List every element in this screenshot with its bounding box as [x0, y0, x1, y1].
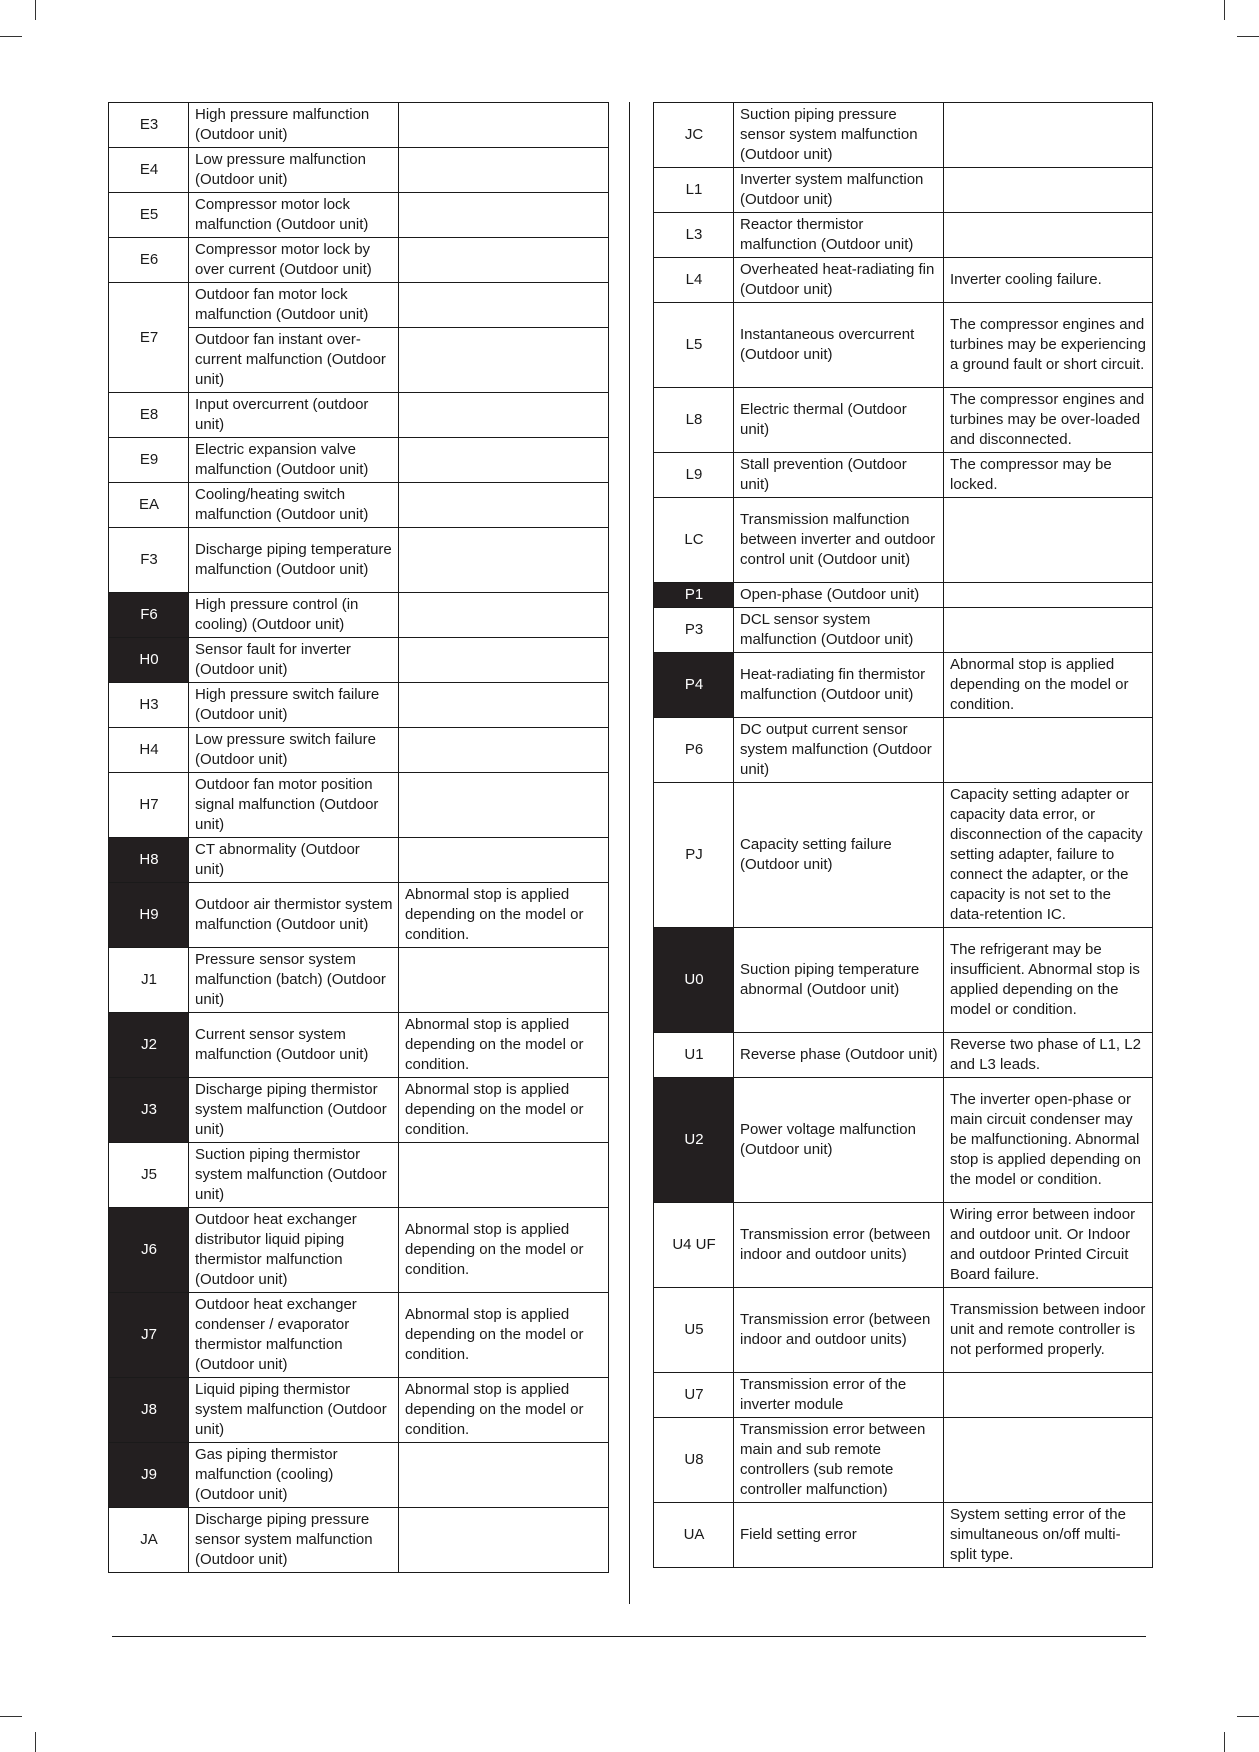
error-description: Transmission error of the inverter module — [734, 1373, 944, 1418]
error-code-table-left — [108, 102, 609, 1573]
error-description: Discharge piping pressure sensor system malfunction (Outdoor unit) — [189, 1508, 399, 1573]
error-code: F3 — [109, 528, 189, 593]
error-code: L8 — [654, 388, 734, 453]
error-remarks — [944, 608, 1153, 653]
table-row — [109, 283, 609, 328]
error-description: Transmission error (between indoor and outdoor units) — [734, 1203, 944, 1288]
error-remarks — [399, 683, 609, 728]
error-description: Low pressure switch failure (Outdoor unit) — [189, 728, 399, 773]
table-row — [109, 728, 609, 773]
error-code: F6 — [109, 593, 189, 638]
table-row — [109, 1013, 609, 1078]
table-row — [654, 718, 1153, 783]
crop-mark — [35, 0, 36, 20]
table-row — [109, 238, 609, 283]
error-description: Outdoor heat exchanger distributor liquid piping thermistor malfunction (Outdoor unit) — [189, 1208, 399, 1293]
error-description: Outdoor air thermistor system malfunction (Outdoor unit) — [189, 883, 399, 948]
error-code: P6 — [654, 718, 734, 783]
error-description: Reactor thermistor malfunction (Outdoor unit) — [734, 213, 944, 258]
error-code: L3 — [654, 213, 734, 258]
error-description: Outdoor fan motor lock malfunction (Outdoor unit) — [189, 283, 399, 328]
error-description: High pressure control (in cooling) (Outdoor unit) — [189, 593, 399, 638]
crop-mark — [1237, 1716, 1259, 1717]
error-remarks — [944, 1373, 1153, 1418]
error-code: L1 — [654, 168, 734, 213]
error-remarks — [399, 1508, 609, 1573]
error-remarks — [399, 773, 609, 838]
table-row — [109, 638, 609, 683]
error-code: PJ — [654, 783, 734, 928]
error-description: Open-phase (Outdoor unit) — [734, 583, 944, 608]
error-code: JA — [109, 1508, 189, 1573]
table-row — [654, 783, 1153, 928]
error-code: J3 — [109, 1078, 189, 1143]
error-code: P1 — [654, 583, 734, 608]
error-description: Suction piping thermistor system malfunction (Outdoor unit) — [189, 1143, 399, 1208]
error-remarks — [944, 1418, 1153, 1503]
error-remarks — [944, 718, 1153, 783]
error-remarks: Reverse two phase of L1, L2 and L3 leads. — [944, 1033, 1153, 1078]
error-remarks: The compressor may be locked. — [944, 453, 1153, 498]
error-code: JC — [654, 103, 734, 168]
error-remarks — [399, 1143, 609, 1208]
error-remarks — [399, 193, 609, 238]
error-description: Overheated heat-radiating fin (Outdoor unit) — [734, 258, 944, 303]
error-remarks — [399, 948, 609, 1013]
error-remarks: Abnormal stop is applied depending on the model or condition. — [399, 883, 609, 948]
error-code: J7 — [109, 1293, 189, 1378]
table-row — [109, 1208, 609, 1293]
error-remarks — [944, 213, 1153, 258]
column-divider — [629, 102, 630, 1604]
error-remarks: Abnormal stop is applied depending on the model or condition. — [399, 1013, 609, 1078]
error-remarks: The compressor engines and turbines may be experiencing a ground fault or short circuit. — [944, 303, 1153, 388]
error-description: Transmission malfunction between inverter and outdoor control unit (Outdoor unit) — [734, 498, 944, 583]
table-row — [654, 583, 1153, 608]
error-description: Heat-radiating fin thermistor malfunction (Outdoor unit) — [734, 653, 944, 718]
crop-mark — [1224, 1732, 1225, 1752]
error-code: U8 — [654, 1418, 734, 1503]
error-remarks: System setting error of the simultaneous on/off multi-split type. — [944, 1503, 1153, 1568]
error-remarks — [399, 528, 609, 593]
error-description: CT abnormality (Outdoor unit) — [189, 838, 399, 883]
table-row — [654, 653, 1153, 718]
error-description: Outdoor fan motor position signal malfunction (Outdoor unit) — [189, 773, 399, 838]
table-row — [654, 1503, 1153, 1568]
error-code: E9 — [109, 438, 189, 483]
error-code: E7 — [109, 283, 189, 393]
table-row — [654, 1418, 1153, 1503]
table-row — [109, 838, 609, 883]
error-remarks: Wiring error between indoor and outdoor unit. Or Indoor and outdoor Printed Circuit Board failure. — [944, 1203, 1153, 1288]
table-row — [109, 1293, 609, 1378]
error-description: Discharge piping temperature malfunction (Outdoor unit) — [189, 528, 399, 593]
error-code: J6 — [109, 1208, 189, 1293]
error-code: H3 — [109, 683, 189, 728]
error-code: L5 — [654, 303, 734, 388]
table-row — [109, 593, 609, 638]
crop-mark — [1237, 36, 1259, 37]
table-row — [654, 1033, 1153, 1078]
error-description: Transmission error (between indoor and outdoor units) — [734, 1288, 944, 1373]
error-code: H9 — [109, 883, 189, 948]
error-description: DC output current sensor system malfunction (Outdoor unit) — [734, 718, 944, 783]
error-code: EA — [109, 483, 189, 528]
error-code: J2 — [109, 1013, 189, 1078]
table-row — [109, 773, 609, 838]
error-remarks: The compressor engines and turbines may be over-loaded and disconnected. — [944, 388, 1153, 453]
error-code: U4 UF — [654, 1203, 734, 1288]
error-code: H4 — [109, 728, 189, 773]
error-code: E4 — [109, 148, 189, 193]
table-row — [109, 1378, 609, 1443]
error-description: Discharge piping thermistor system malfunction (Outdoor unit) — [189, 1078, 399, 1143]
error-remarks: Abnormal stop is applied depending on the model or condition. — [399, 1208, 609, 1293]
error-description: Gas piping thermistor malfunction (cooling) (Outdoor unit) — [189, 1443, 399, 1508]
table-row — [109, 103, 609, 148]
table-row — [654, 1288, 1153, 1373]
error-code: J9 — [109, 1443, 189, 1508]
error-remarks: Abnormal stop is applied depending on the model or condition. — [399, 1378, 609, 1443]
table-row — [654, 1373, 1153, 1418]
error-code: L4 — [654, 258, 734, 303]
error-remarks — [399, 1443, 609, 1508]
table-row — [654, 453, 1153, 498]
error-remarks — [399, 728, 609, 773]
error-description: Sensor fault for inverter (Outdoor unit) — [189, 638, 399, 683]
error-code: U7 — [654, 1373, 734, 1418]
error-code: J1 — [109, 948, 189, 1013]
error-description: Compressor motor lock malfunction (Outdoor unit) — [189, 193, 399, 238]
error-description: Power voltage malfunction (Outdoor unit) — [734, 1078, 944, 1203]
error-code-table-right — [653, 102, 1153, 1568]
error-code: L9 — [654, 453, 734, 498]
table-row — [109, 193, 609, 238]
crop-mark — [35, 1732, 36, 1752]
error-remarks: Capacity setting adapter or capacity data error, or disconnection of the capacity setting adapter, failure to connect the adapter, or the capacity is not set to the data-retention IC. — [944, 783, 1153, 928]
error-remarks — [399, 838, 609, 883]
error-description: Suction piping temperature abnormal (Outdoor unit) — [734, 928, 944, 1033]
error-code: P3 — [654, 608, 734, 653]
table-row — [109, 1508, 609, 1573]
error-code: H0 — [109, 638, 189, 683]
error-remarks — [944, 583, 1153, 608]
error-code: H8 — [109, 838, 189, 883]
error-code: E3 — [109, 103, 189, 148]
table-row — [654, 388, 1153, 453]
error-description: Instantaneous overcurrent (Outdoor unit) — [734, 303, 944, 388]
error-remarks: The inverter open-phase or main circuit condenser may be malfunctioning. Abnormal stop is applied depending on the model or condition. — [944, 1078, 1153, 1203]
table-row — [654, 103, 1153, 168]
table-row — [109, 1143, 609, 1208]
error-description: Suction piping pressure sensor system malfunction (Outdoor unit) — [734, 103, 944, 168]
error-code: E5 — [109, 193, 189, 238]
error-remarks — [399, 283, 609, 328]
error-remarks — [399, 148, 609, 193]
error-description: Inverter system malfunction (Outdoor unit) — [734, 168, 944, 213]
error-code: U0 — [654, 928, 734, 1033]
table-row — [654, 258, 1153, 303]
error-description: Electric thermal (Outdoor unit) — [734, 388, 944, 453]
error-remarks: Inverter cooling failure. — [944, 258, 1153, 303]
error-code: UA — [654, 1503, 734, 1568]
error-remarks — [399, 438, 609, 483]
error-description: High pressure malfunction (Outdoor unit) — [189, 103, 399, 148]
table-row — [654, 213, 1153, 258]
error-remarks — [944, 168, 1153, 213]
error-remarks — [399, 483, 609, 528]
table-row — [109, 1443, 609, 1508]
table-row — [109, 683, 609, 728]
crop-mark — [0, 1716, 22, 1717]
error-code: J8 — [109, 1378, 189, 1443]
error-code: E8 — [109, 393, 189, 438]
error-description: Reverse phase (Outdoor unit) — [734, 1033, 944, 1078]
table-row — [654, 168, 1153, 213]
error-remarks: Transmission between indoor unit and remote controller is not performed properly. — [944, 1288, 1153, 1373]
error-description: Outdoor heat exchanger condenser / evaporator thermistor malfunction (Outdoor unit) — [189, 1293, 399, 1378]
error-description: Current sensor system malfunction (Outdoor unit) — [189, 1013, 399, 1078]
error-code: U5 — [654, 1288, 734, 1373]
error-description: High pressure switch failure (Outdoor unit) — [189, 683, 399, 728]
table-row — [109, 883, 609, 948]
error-description: DCL sensor system malfunction (Outdoor unit) — [734, 608, 944, 653]
error-description: Electric expansion valve malfunction (Outdoor unit) — [189, 438, 399, 483]
table-row — [109, 528, 609, 593]
error-remarks — [944, 103, 1153, 168]
error-remarks: Abnormal stop is applied depending on the model or condition. — [399, 1078, 609, 1143]
table-row — [109, 948, 609, 1013]
error-remarks: Abnormal stop is applied depending on the model or condition. — [944, 653, 1153, 718]
error-remarks: Abnormal stop is applied depending on the model or condition. — [399, 1293, 609, 1378]
error-description: Cooling/heating switch malfunction (Outdoor unit) — [189, 483, 399, 528]
error-code: U2 — [654, 1078, 734, 1203]
error-remarks — [399, 328, 609, 393]
error-description: Stall prevention (Outdoor unit) — [734, 453, 944, 498]
table-row — [109, 438, 609, 483]
table-row — [654, 928, 1153, 1033]
error-code: U1 — [654, 1033, 734, 1078]
error-description: Liquid piping thermistor system malfunction (Outdoor unit) — [189, 1378, 399, 1443]
table-row — [109, 483, 609, 528]
error-description: Outdoor fan instant over-current malfunction (Outdoor unit) — [189, 328, 399, 393]
error-remarks — [944, 498, 1153, 583]
error-code: E6 — [109, 238, 189, 283]
error-code: P4 — [654, 653, 734, 718]
error-description: Input overcurrent (outdoor unit) — [189, 393, 399, 438]
error-description: Low pressure malfunction (Outdoor unit) — [189, 148, 399, 193]
error-description: Pressure sensor system malfunction (batch) (Outdoor unit) — [189, 948, 399, 1013]
error-remarks — [399, 593, 609, 638]
error-code: H7 — [109, 773, 189, 838]
table-row — [654, 303, 1153, 388]
error-description: Field setting error — [734, 1503, 944, 1568]
table-row — [654, 1203, 1153, 1288]
error-remarks — [399, 103, 609, 148]
table-row — [654, 1078, 1153, 1203]
table-row — [109, 393, 609, 438]
error-description: Compressor motor lock by over current (Outdoor unit) — [189, 238, 399, 283]
error-remarks — [399, 393, 609, 438]
crop-mark — [1224, 0, 1225, 20]
error-code: LC — [654, 498, 734, 583]
error-code: J5 — [109, 1143, 189, 1208]
error-description: Capacity setting failure (Outdoor unit) — [734, 783, 944, 928]
table-row — [654, 608, 1153, 653]
table-row — [654, 498, 1153, 583]
error-remarks: The refrigerant may be insufficient. Abnormal stop is applied depending on the model or condition. — [944, 928, 1153, 1033]
error-remarks — [399, 238, 609, 283]
error-remarks — [399, 638, 609, 683]
footer-rule — [112, 1636, 1146, 1637]
error-description: Transmission error between main and sub remote controllers (sub remote controller malfunction) — [734, 1418, 944, 1503]
crop-mark — [0, 36, 22, 37]
table-row — [109, 148, 609, 193]
table-row — [109, 1078, 609, 1143]
